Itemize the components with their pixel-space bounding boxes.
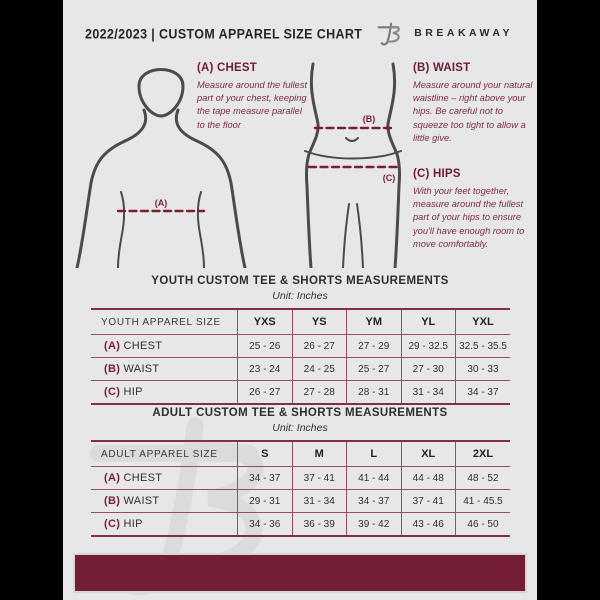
measurement-value-cell: 34 - 37 bbox=[347, 490, 402, 513]
measurement-row-label bbox=[91, 335, 238, 358]
measurement-value-cell: 34 - 37 bbox=[456, 381, 511, 405]
size-chart-page bbox=[63, 0, 537, 600]
breakaway-b-logo-icon bbox=[376, 20, 408, 47]
row-name: HIP bbox=[123, 518, 143, 530]
measurement-row-label bbox=[91, 358, 238, 381]
figure-right-inseam bbox=[357, 204, 363, 268]
adult-size-table bbox=[91, 440, 510, 537]
row-prefix: (B) bbox=[104, 495, 124, 507]
measurement-row-label bbox=[91, 381, 238, 405]
measurement-value-cell: 26 - 27 bbox=[292, 335, 347, 358]
measurement-value-cell: 34 - 36 bbox=[238, 513, 293, 537]
measurement-value-cell: 37 - 41 bbox=[292, 467, 347, 490]
adult-section-title: ADULT CUSTOM TEE & SHORTS MEASUREMENTS bbox=[152, 407, 448, 419]
row-prefix: (B) bbox=[104, 363, 124, 375]
size-header-cell: L bbox=[347, 441, 402, 467]
row-name: CHEST bbox=[123, 340, 163, 352]
measurement-value-cell: 25 - 27 bbox=[347, 358, 402, 381]
measurement-row-label bbox=[91, 490, 238, 513]
measurement-value-cell: 48 - 52 bbox=[456, 467, 511, 490]
size-header-cell: YS bbox=[292, 309, 347, 335]
size-header-cell: YL bbox=[401, 309, 456, 335]
measurement-value-cell: 41 - 44 bbox=[347, 467, 402, 490]
size-header-cell: M bbox=[292, 441, 347, 467]
adult-unit-label: Unit: Inches bbox=[272, 422, 328, 434]
table-row bbox=[91, 358, 510, 381]
waist-guide-text: Measure around your natural waistline – right above your hips. Be careful not to squeeze too tight to allow a little give. bbox=[413, 80, 533, 143]
measurement-value-cell: 25 - 26 bbox=[238, 335, 293, 358]
measurement-value-cell: 26 - 27 bbox=[238, 381, 293, 405]
measurement-value-cell: 44 - 48 bbox=[401, 467, 456, 490]
measurement-value-cell: 29 - 31 bbox=[238, 490, 293, 513]
measurement-value-cell: 36 - 39 bbox=[292, 513, 347, 537]
size-header-cell: YM bbox=[347, 309, 402, 335]
measurement-value-cell: 43 - 46 bbox=[401, 513, 456, 537]
size-header-cell: 2XL bbox=[456, 441, 511, 467]
size-header-cell: YXS bbox=[238, 309, 293, 335]
figure-left-arm-inner bbox=[118, 192, 124, 268]
figure-navel bbox=[346, 138, 358, 141]
measurement-value-cell: 28 - 31 bbox=[347, 381, 402, 405]
measurement-value-cell: 31 - 34 bbox=[292, 490, 347, 513]
figure-left-inseam bbox=[343, 204, 349, 268]
size-header-cell: S bbox=[238, 441, 293, 467]
table-row bbox=[91, 467, 510, 490]
table-row bbox=[91, 335, 510, 358]
chest-guide bbox=[197, 62, 311, 132]
measurement-value-cell: 27 - 29 bbox=[347, 335, 402, 358]
measurement-value-cell: 46 - 50 bbox=[456, 513, 511, 537]
measurement-value-cell: 37 - 41 bbox=[401, 490, 456, 513]
waist-guide-heading: (B) WAIST bbox=[413, 62, 471, 74]
hips-guide bbox=[413, 168, 535, 251]
youth-size-table bbox=[91, 308, 510, 405]
figure-waistband-curve bbox=[305, 151, 401, 159]
chest-guide-text: Measure around the fullest part of your chest, keeping the tape measure parallel to the floor bbox=[197, 80, 308, 130]
measurement-value-cell: 32.5 - 35.5 bbox=[456, 335, 511, 358]
measurement-value-cell: 31 - 34 bbox=[401, 381, 456, 405]
brand-block bbox=[376, 20, 513, 47]
waist-guide bbox=[413, 62, 535, 145]
table-row bbox=[91, 513, 510, 537]
row-prefix: (C) bbox=[104, 386, 124, 398]
table-header-row bbox=[91, 309, 510, 335]
header bbox=[85, 20, 513, 46]
hips-guide-text: With your feet together, measure around the fullest part of your hips to ensure you'll have enough room to move comfortably. bbox=[413, 186, 525, 249]
apparel-size-header-cell: ADULT APPAREL SIZE bbox=[101, 448, 218, 460]
size-header-cell: YXL bbox=[456, 309, 511, 335]
row-name: WAIST bbox=[123, 495, 160, 507]
measurement-value-cell: 30 - 33 bbox=[456, 358, 511, 381]
waist-line-label: (B) bbox=[362, 114, 376, 124]
footer-accent-bar bbox=[73, 553, 527, 593]
measurement-value-cell: 34 - 37 bbox=[238, 467, 293, 490]
size-header-cell: XL bbox=[401, 441, 456, 467]
row-name: WAIST bbox=[123, 363, 160, 375]
brand-name: BREAKAWAY bbox=[414, 27, 513, 39]
apparel-size-header-cell: YOUTH APPAREL SIZE bbox=[101, 316, 221, 328]
table-header-row bbox=[91, 441, 510, 467]
measurement-value-cell: 41 - 45.5 bbox=[456, 490, 511, 513]
row-prefix: (C) bbox=[104, 518, 124, 530]
figure-left-shoulder bbox=[77, 110, 146, 268]
youth-unit-label: Unit: Inches bbox=[272, 290, 328, 302]
row-name: CHEST bbox=[123, 472, 163, 484]
youth-section-title: YOUTH CUSTOM TEE & SHORTS MEASUREMENTS bbox=[151, 275, 449, 287]
lower-body-figure bbox=[303, 56, 403, 268]
page-title: 2022/2023 | CUSTOM APPAREL SIZE CHART bbox=[85, 24, 363, 42]
measurement-value-cell: 27 - 28 bbox=[292, 381, 347, 405]
measurement-row-label bbox=[91, 467, 238, 490]
row-prefix: (A) bbox=[104, 340, 124, 352]
table-row bbox=[91, 381, 510, 405]
figure-head bbox=[139, 70, 183, 117]
measurement-value-cell: 27 - 30 bbox=[401, 358, 456, 381]
measurement-value-cell: 29 - 32.5 bbox=[401, 335, 456, 358]
measurement-value-cell: 39 - 42 bbox=[347, 513, 402, 537]
figure-right-arm-inner bbox=[198, 192, 204, 268]
chest-guide-heading: (A) CHEST bbox=[197, 62, 257, 74]
chest-line-label: (A) bbox=[154, 198, 168, 208]
figure-right-shoulder bbox=[176, 110, 245, 268]
measurement-row-label bbox=[91, 513, 238, 537]
table-row bbox=[91, 490, 510, 513]
measurement-value-cell: 24 - 25 bbox=[292, 358, 347, 381]
measurement-value-cell: 23 - 24 bbox=[238, 358, 293, 381]
row-prefix: (A) bbox=[104, 472, 124, 484]
hips-guide-heading: (C) HIPS bbox=[413, 168, 461, 180]
hip-line-label: (C) bbox=[382, 173, 396, 183]
row-name: HIP bbox=[123, 386, 143, 398]
